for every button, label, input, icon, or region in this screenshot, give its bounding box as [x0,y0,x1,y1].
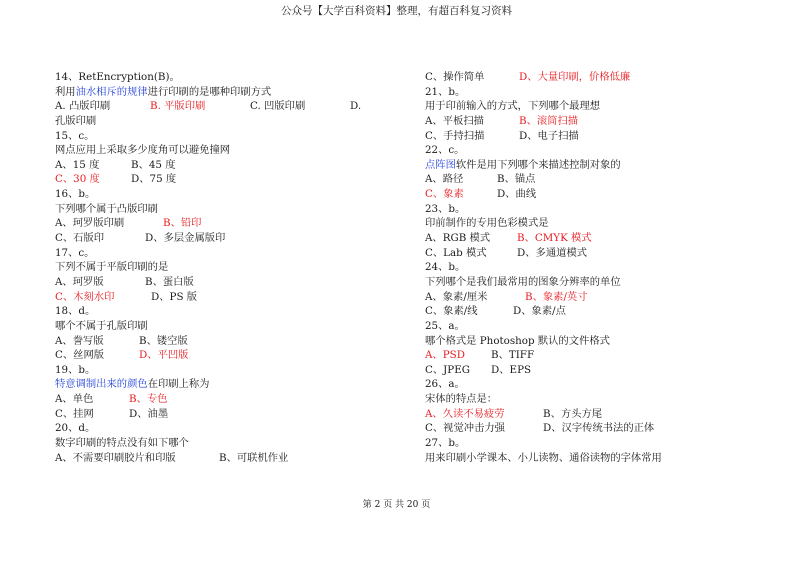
line-text: C、Lab 模式 [425,246,487,259]
text-line [425,99,755,114]
line-text: 进行印刷的是哪种印刷方式 [147,85,272,98]
line-text: A、单色 [55,393,94,406]
line-text: D、PS 版 [151,290,198,303]
line-text: 15、c。 [55,129,95,142]
line-text: 用于印前输入的方式，下列哪个最理想 [425,100,601,113]
text-line [425,319,755,334]
text-line [425,348,755,363]
page-header: 公众号【大学百科资料】整理，有超百科复习资料 [281,5,512,17]
line-text: 哪个格式是 Photoshop 默认的文件格式 [425,334,610,347]
text-line [55,202,405,217]
answer-text: B、专色 [129,393,168,406]
text-line [425,216,755,231]
line-text: C、视觉冲击力强 [425,422,505,435]
highlighted-text: 油水相斥的规律 [75,85,148,98]
right-column [425,70,755,465]
text-line [425,202,755,217]
line-text: D、EPS [491,363,532,376]
text-line [55,143,405,158]
text-line [55,172,405,187]
text-line [55,275,405,290]
line-text: C、JPEG [425,363,470,376]
line-text: D、电子扫描 [519,129,579,142]
line-text: 利用 [55,85,76,98]
highlighted-text: 点阵图 [425,158,456,171]
line-text: D、多层金属版印 [145,232,226,245]
text-line [55,114,405,129]
line-text: D. [350,100,362,113]
text-line [425,407,755,422]
line-text: 24、b。 [425,261,466,274]
answer-text: C、象素 [425,188,464,201]
answer-text: B. 平版印刷 [150,100,206,113]
text-line [425,451,755,466]
line-text: B、TIFF [491,349,535,362]
line-text: 软件是用下列哪个来描述控制对象的 [455,158,621,171]
text-line [55,246,405,261]
line-text: D、汉字传统书法的正体 [543,422,655,435]
text-line [425,275,755,290]
text-line [425,158,755,173]
line-text: C、丝网版 [55,349,105,362]
text-line [55,334,405,349]
text-line [425,421,755,436]
line-text: A、15 度 [55,158,100,171]
line-text: 宋体的特点是： [425,393,498,406]
text-line [55,99,405,114]
text-line [425,290,755,305]
answer-text: A、久读不易疲劳 [425,407,505,420]
answer-text: B、象素/英寸 [525,290,588,303]
line-text: 网点应用上采取多少度角可以避免撞网 [55,144,231,157]
text-line [425,187,755,202]
text-line [55,436,405,451]
line-text: 孔版印刷 [55,114,97,127]
text-line [425,436,755,451]
text-line [425,334,755,349]
line-text: 19、b。 [55,363,96,376]
line-text: 印前制作的专用色彩模式是 [425,217,549,230]
text-line [425,231,755,246]
line-text: B、可联机作业 [219,451,289,464]
text-line [425,85,755,100]
line-text: A、誊写版 [55,334,104,347]
line-text: 哪个不属于孔版印刷 [55,319,148,332]
line-text: A、珂罗版 [55,275,104,288]
text-line [425,304,755,319]
line-text: 22、c。 [425,144,465,157]
line-text: 17、c。 [55,246,95,259]
line-text: 下列哪个是我们最常用的图象分辨率的单位 [425,275,621,288]
line-text: 23、b。 [425,202,466,215]
answer-text: B、滚筒扫描 [519,114,579,127]
line-text: 21、b。 [425,85,466,98]
text-line [55,129,405,144]
line-text: C、操作简单 [425,71,485,83]
line-text: C、象素/线 [425,305,478,318]
answer-text: B、CMYK 模式 [517,232,592,245]
line-text: 25、a。 [425,319,465,332]
line-text: A、路径 [425,173,464,186]
highlighted-text: 特意调制出来的颜色 [55,378,148,391]
text-line [55,451,405,466]
text-line [425,246,755,261]
answer-text: D、平凹版 [139,349,189,362]
text-line [425,143,755,158]
line-text: 20、d。 [55,422,96,435]
text-line [425,129,755,144]
text-line [425,363,755,378]
text-line [55,319,405,334]
text-line [425,377,755,392]
left-column [55,70,405,465]
text-line [55,363,405,378]
line-text: A、RGB 模式 [425,232,491,245]
text-line [55,216,405,231]
text-line [55,304,405,319]
line-text: B、蛋白版 [145,275,194,288]
text-line [55,231,405,246]
line-text: B、45 度 [131,158,176,171]
line-text: C、手持扫描 [425,129,485,142]
line-text: D、油墨 [129,407,169,420]
line-text: A、不需要印刷胶片和印版 [55,451,176,464]
line-text: A、象素/厘米 [425,290,488,303]
line-text: C、石版印 [55,232,105,245]
line-text: D、曲线 [497,188,537,201]
text-line [55,290,405,305]
line-text: 27、b。 [425,437,466,450]
line-text: 16、b。 [55,188,96,201]
line-text: 用来印刷小学课本、小儿读物、通俗读物的字体常用 [425,451,662,464]
line-text: 下列哪个属于凸版印刷 [55,202,158,215]
page-footer: 第 2 页 共 20 页 [362,500,431,510]
line-text: B、锚点 [497,173,536,186]
text-line [55,85,405,100]
line-text: 数字印刷的特点没有如下哪个 [55,437,189,450]
text-line [55,187,405,202]
text-line [425,114,755,129]
answer-text: B、铅印 [163,217,202,230]
line-text: A、平板扫描 [425,114,484,127]
text-line [55,392,405,407]
line-text: 18、d。 [55,305,96,318]
text-line [55,407,405,422]
line-text: D、75 度 [131,173,177,186]
text-line [55,377,405,392]
line-text: D、象素/点 [513,305,566,318]
line-text: D、多通道模式 [517,246,588,259]
line-text: 在印刷上称为 [147,378,210,391]
text-line [55,70,405,85]
text-line [425,260,755,275]
text-line [55,348,405,363]
line-text: B、方头方尾 [543,407,603,420]
line-text: C. 凹版印刷 [250,100,306,113]
text-line [55,421,405,436]
line-text: 26、a。 [425,378,465,391]
text-line [55,260,405,275]
answer-text: A、PSD [425,349,465,362]
text-line [425,392,755,407]
answer-text: D、大量印刷，价格低廉 [519,71,631,83]
text-line [425,172,755,187]
line-text: B、镂空版 [139,334,188,347]
line-text: 14、RetEncryption(B)。 [55,71,180,83]
answer-text: C、30 度 [55,173,100,186]
line-text: 下列不属于平版印刷的是 [55,261,169,274]
answer-text: C、木刻水印 [55,290,115,303]
line-text: A、珂罗版印刷 [55,217,125,230]
text-line [55,158,405,173]
line-text: C、挂网 [55,407,94,420]
text-line [425,70,755,85]
line-text: A. 凸版印刷 [55,100,131,113]
